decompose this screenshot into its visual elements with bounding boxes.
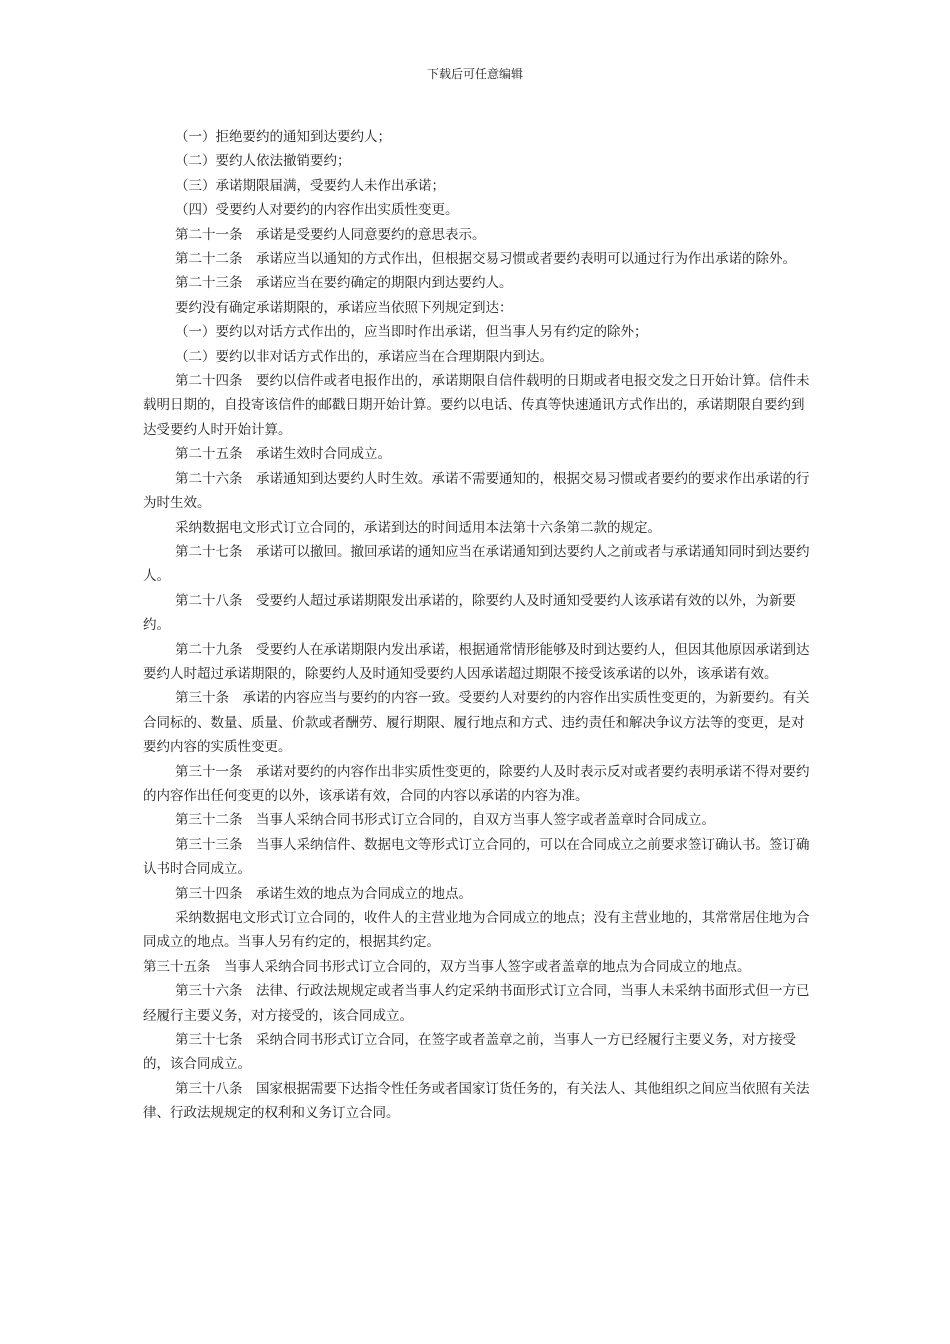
paragraph: 采纳数据电文形式订立合同的，收件人的主营业地为合同成立的地点；没有主营业地的，其常常居住地为合同成立的地点。当事人另有约定的，根据其约定。 (143, 910, 810, 951)
paragraph: 要约没有确定承诺期限的，承诺应当依照下列规定到达： (175, 299, 513, 316)
paragraph: 第三十五条 当事人采纳合同书形式订立合同的，双方当事人签字或者盖章的地点为合同成立的地点。 (143, 958, 751, 975)
paragraph: （一）拒绝要约的通知到达要约人； (175, 129, 391, 145)
paragraph: 第二十二条 承诺应当以通知的方式作出，但根据交易习惯或者要约表明可以通过行为作出承诺的除外。 (175, 251, 796, 268)
paragraph: （二）要约以非对话方式作出的，承诺应当在合理期限内到达。 (175, 348, 553, 365)
paragraph: 采纳数据电文形式订立合同的，承诺到达的时间适用本法第十六条第二款的规定。 (175, 519, 661, 536)
paragraph: 第三十三条 当事人采纳信件、数据电文等形式订立合同的，可以在合同成立之前要求签订确认书。签订确认书时合同成立。 (143, 836, 810, 878)
paragraph: （三）承诺期限届满，受要约人未作出承诺； (175, 177, 445, 194)
paragraph: 第二十一条 承诺是受要约人同意要约的意思表示。 (175, 226, 486, 243)
paragraph: （二）要约人依法撤销要约； (175, 153, 351, 170)
paragraph: 第二十四条 要约以信件或者电报作出的，承诺期限自信件载明的日期或者电报交发之日开始计算。信件未载明日期的，自投寄该信件的邮戳日期开始计算。要约以电话、传真等快速通讯方式作出的，承诺期限自要约到达受要约人时开始计算。 (143, 373, 810, 438)
page-header: 下载后可任意编辑 (426, 67, 523, 81)
paragraph: 第二十六条 承诺通知到达要约人时生效。承诺不需要通知的，根据交易习惯或者要约的要求作出承诺的行为时生效。 (143, 470, 810, 512)
paragraph: 第三十四条 承诺生效的地点为合同成立的地点。 (175, 885, 472, 902)
paragraph: 第二十五条 承诺生效时合同成立。 (175, 446, 391, 463)
paragraph: （四）受要约人对要约的内容作出实质性变更。 (175, 202, 459, 219)
paragraph: （一）要约以对话方式作出的，应当即时作出承诺，但当事人另有约定的除外； (175, 324, 648, 341)
paragraph: 第三十二条 当事人采纳合同书形式订立合同的，自双方当事人签字或者盖章时合同成立。 (175, 812, 715, 829)
paragraph: 第三十条 承诺的内容应当与要约的内容一致。受要约人对要约的内容作出实质性变更的，为新要约。有关合同标的、数量、质量、价款或者酬劳、履行期限、履行地点和方式、违约责任和解决争议方法等的变更，是对要约内容的实质性变更。 (143, 690, 810, 756)
paragraph: 第二十九条 受要约人在承诺期限内发出承诺，根据通常情形能够及时到达要约人，但因其他原因承诺到达要约人时超过承诺期限的，除要约人及时通知受要约人因承诺超过期限不接受该承诺的以外，该承诺有效。 (143, 641, 810, 682)
paragraph: 第三十八条 国家根据需要下达指令性任务或者国家订货任务的，有关法人、其他组织之间应当依照有关法律、行政法规规定的权利和义务订立合同。 (143, 1080, 810, 1122)
paragraph: 第三十一条 承诺对要约的内容作出非实质性变更的，除要约人及时表示反对或者要约表明承诺不得对要约的内容作出任何变更的以外，该承诺有效，合同的内容以承诺的内容为准。 (143, 763, 810, 804)
paragraph: 第二十七条 承诺可以撤回。撤回承诺的通知应当在承诺通知到达要约人之前或者与承诺通知同时到达要约人。 (143, 543, 810, 585)
document-body (143, 125, 811, 1126)
paragraph: 第三十六条 法律、行政法规规定或者当事人约定采纳书面形式订立合同，当事人未采纳书面形式但一方已经履行主要义务，对方接受的，该合同成立。 (143, 983, 810, 1024)
paragraph: 第三十七条 采纳合同书形式订立合同，在签字或者盖章之前，当事人一方已经履行主要义务，对方接受的，该合同成立。 (143, 1032, 796, 1073)
paragraph: 第二十三条 承诺应当在要约确定的期限内到达要约人。 (175, 275, 513, 292)
paragraph: 第二十八条 受要约人超过承诺期限发出承诺的，除要约人及时通知受要约人该承诺有效的以外，为新要约。 (143, 592, 796, 634)
